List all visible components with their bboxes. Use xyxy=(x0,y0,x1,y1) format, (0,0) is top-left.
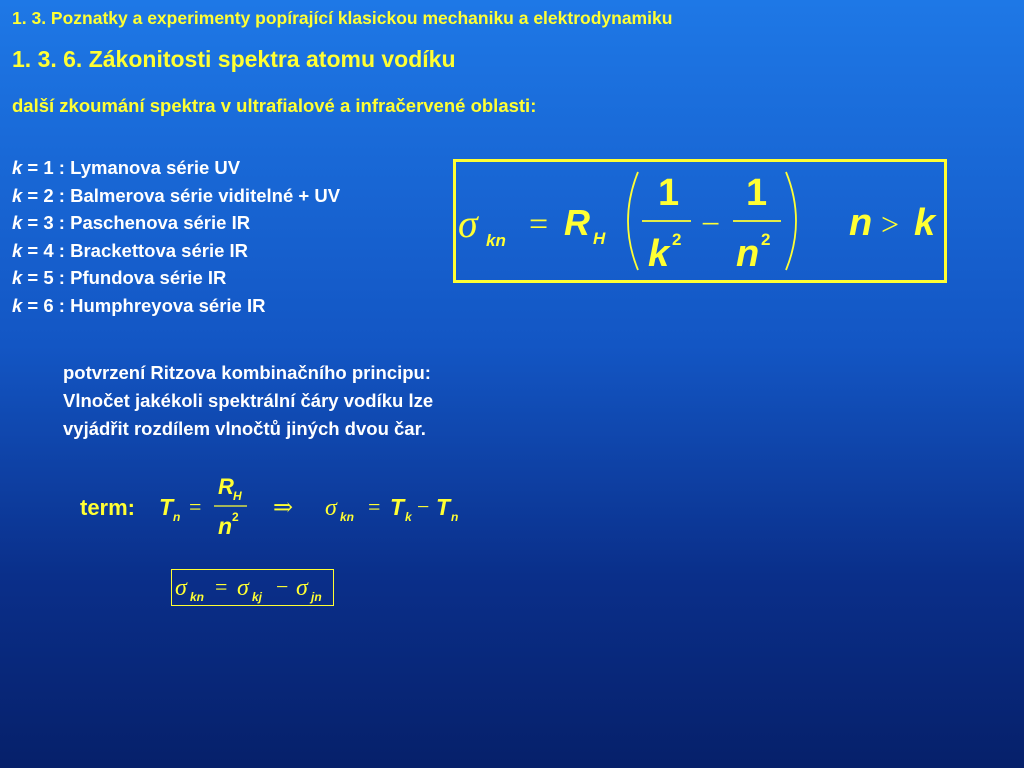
term-Tk: T xyxy=(390,494,405,520)
ritz-formula-box xyxy=(171,569,334,606)
denominator-2-base: n xyxy=(736,233,760,275)
rydberg-formula xyxy=(456,162,944,280)
series-k: k xyxy=(12,212,23,233)
series-item-lyman xyxy=(12,154,340,182)
series-k: k xyxy=(12,184,23,206)
greater-than-sign: > xyxy=(881,206,900,242)
term-equals: = xyxy=(189,494,202,519)
term-equals-2: = xyxy=(368,494,381,519)
ritz-line-1: potvrzení Ritzova kombinačního principu: xyxy=(63,362,431,383)
ritz-sigma-3-subscript: jn xyxy=(311,590,322,604)
ritz-sigma-2-subscript: kj xyxy=(252,590,263,604)
series-text: = 6 : Humphreyova série IR xyxy=(22,294,266,316)
series-item-brackett xyxy=(12,237,340,265)
term-Tn-subscript: n xyxy=(451,510,459,524)
denominator-1-base: k xyxy=(648,233,670,275)
ritz-sigma-3: σ xyxy=(296,575,308,601)
series-k: k xyxy=(12,267,23,288)
right-parenthesis xyxy=(786,172,796,270)
ritz-sigma-1: σ xyxy=(175,575,187,601)
numerator-2: 1 xyxy=(746,172,768,214)
term-sigma-subscript: kn xyxy=(340,510,355,524)
condition-k: k xyxy=(914,202,936,244)
rydberg-subscript: H xyxy=(593,229,606,248)
ritz-equals: = xyxy=(215,574,228,599)
term-T: T xyxy=(159,494,174,520)
page-title: 1. 3. 6. Zákonitosti spektra atomu vodíku xyxy=(12,46,456,72)
term-R: R xyxy=(218,474,234,499)
ritz-line-3: vyjádřit rozdílem vlnočtů jiných dvou čar. xyxy=(63,418,426,439)
rydberg-formula-box xyxy=(453,159,947,283)
series-text: = 3 : Paschenova série IR xyxy=(22,212,251,233)
series-item-pfund xyxy=(12,264,340,292)
ritz-sigma-1-subscript: kn xyxy=(190,590,205,604)
ritz-minus: − xyxy=(276,574,289,599)
series-text: = 4 : Brackettova série IR xyxy=(22,239,249,261)
denominator-1-exponent: 2 xyxy=(672,230,682,249)
series-text: = 1 : Lymanova série UV xyxy=(22,157,241,178)
condition-n: n xyxy=(849,202,873,244)
sigma-symbol: σ xyxy=(458,201,478,246)
term-R-subscript: H xyxy=(233,489,242,503)
numerator-1: 1 xyxy=(658,172,680,214)
term-sigma: σ xyxy=(325,495,337,521)
sigma-subscript: kn xyxy=(486,231,506,250)
ritz-principle-text xyxy=(63,359,433,443)
series-k: k xyxy=(12,294,23,316)
ritz-sigma-2: σ xyxy=(237,575,249,601)
subtitle: další zkoumání spektra v ultrafialové a infračervené oblasti: xyxy=(12,95,537,116)
series-k: k xyxy=(12,239,23,261)
term-T-subscript: n xyxy=(173,510,181,524)
minus-sign: − xyxy=(701,206,721,243)
term-formula xyxy=(75,470,475,540)
denominator-2-exponent: 2 xyxy=(761,230,771,249)
series-text: = 2 : Balmerova série viditelné + UV xyxy=(22,184,341,206)
term-label: term: xyxy=(80,495,136,520)
implies-arrow: ⇒ xyxy=(273,495,294,521)
series-list xyxy=(12,154,340,319)
term-minus: − xyxy=(417,494,430,519)
equals-sign: = xyxy=(529,206,549,243)
term-denominator-exponent: 2 xyxy=(232,510,239,524)
rydberg-constant: R xyxy=(564,202,590,243)
term-denominator-base: n xyxy=(218,513,233,539)
series-text: = 5 : Pfundova série IR xyxy=(22,267,227,288)
term-Tn: T xyxy=(436,494,451,520)
left-parenthesis xyxy=(628,172,638,270)
series-k: k xyxy=(12,157,23,178)
series-item-humphreys xyxy=(12,292,340,320)
section-header: 1. 3. Poznatky a experimenty popírající klasickou mechaniku a elektrodynamiku xyxy=(12,8,673,28)
ritz-formula xyxy=(172,570,332,604)
term-Tk-subscript: k xyxy=(405,510,412,524)
series-item-balmer xyxy=(12,182,340,210)
ritz-line-2: Vlnočet jakékoli spektrální čáry vodíku lze xyxy=(63,390,434,411)
series-item-paschen xyxy=(12,209,340,237)
